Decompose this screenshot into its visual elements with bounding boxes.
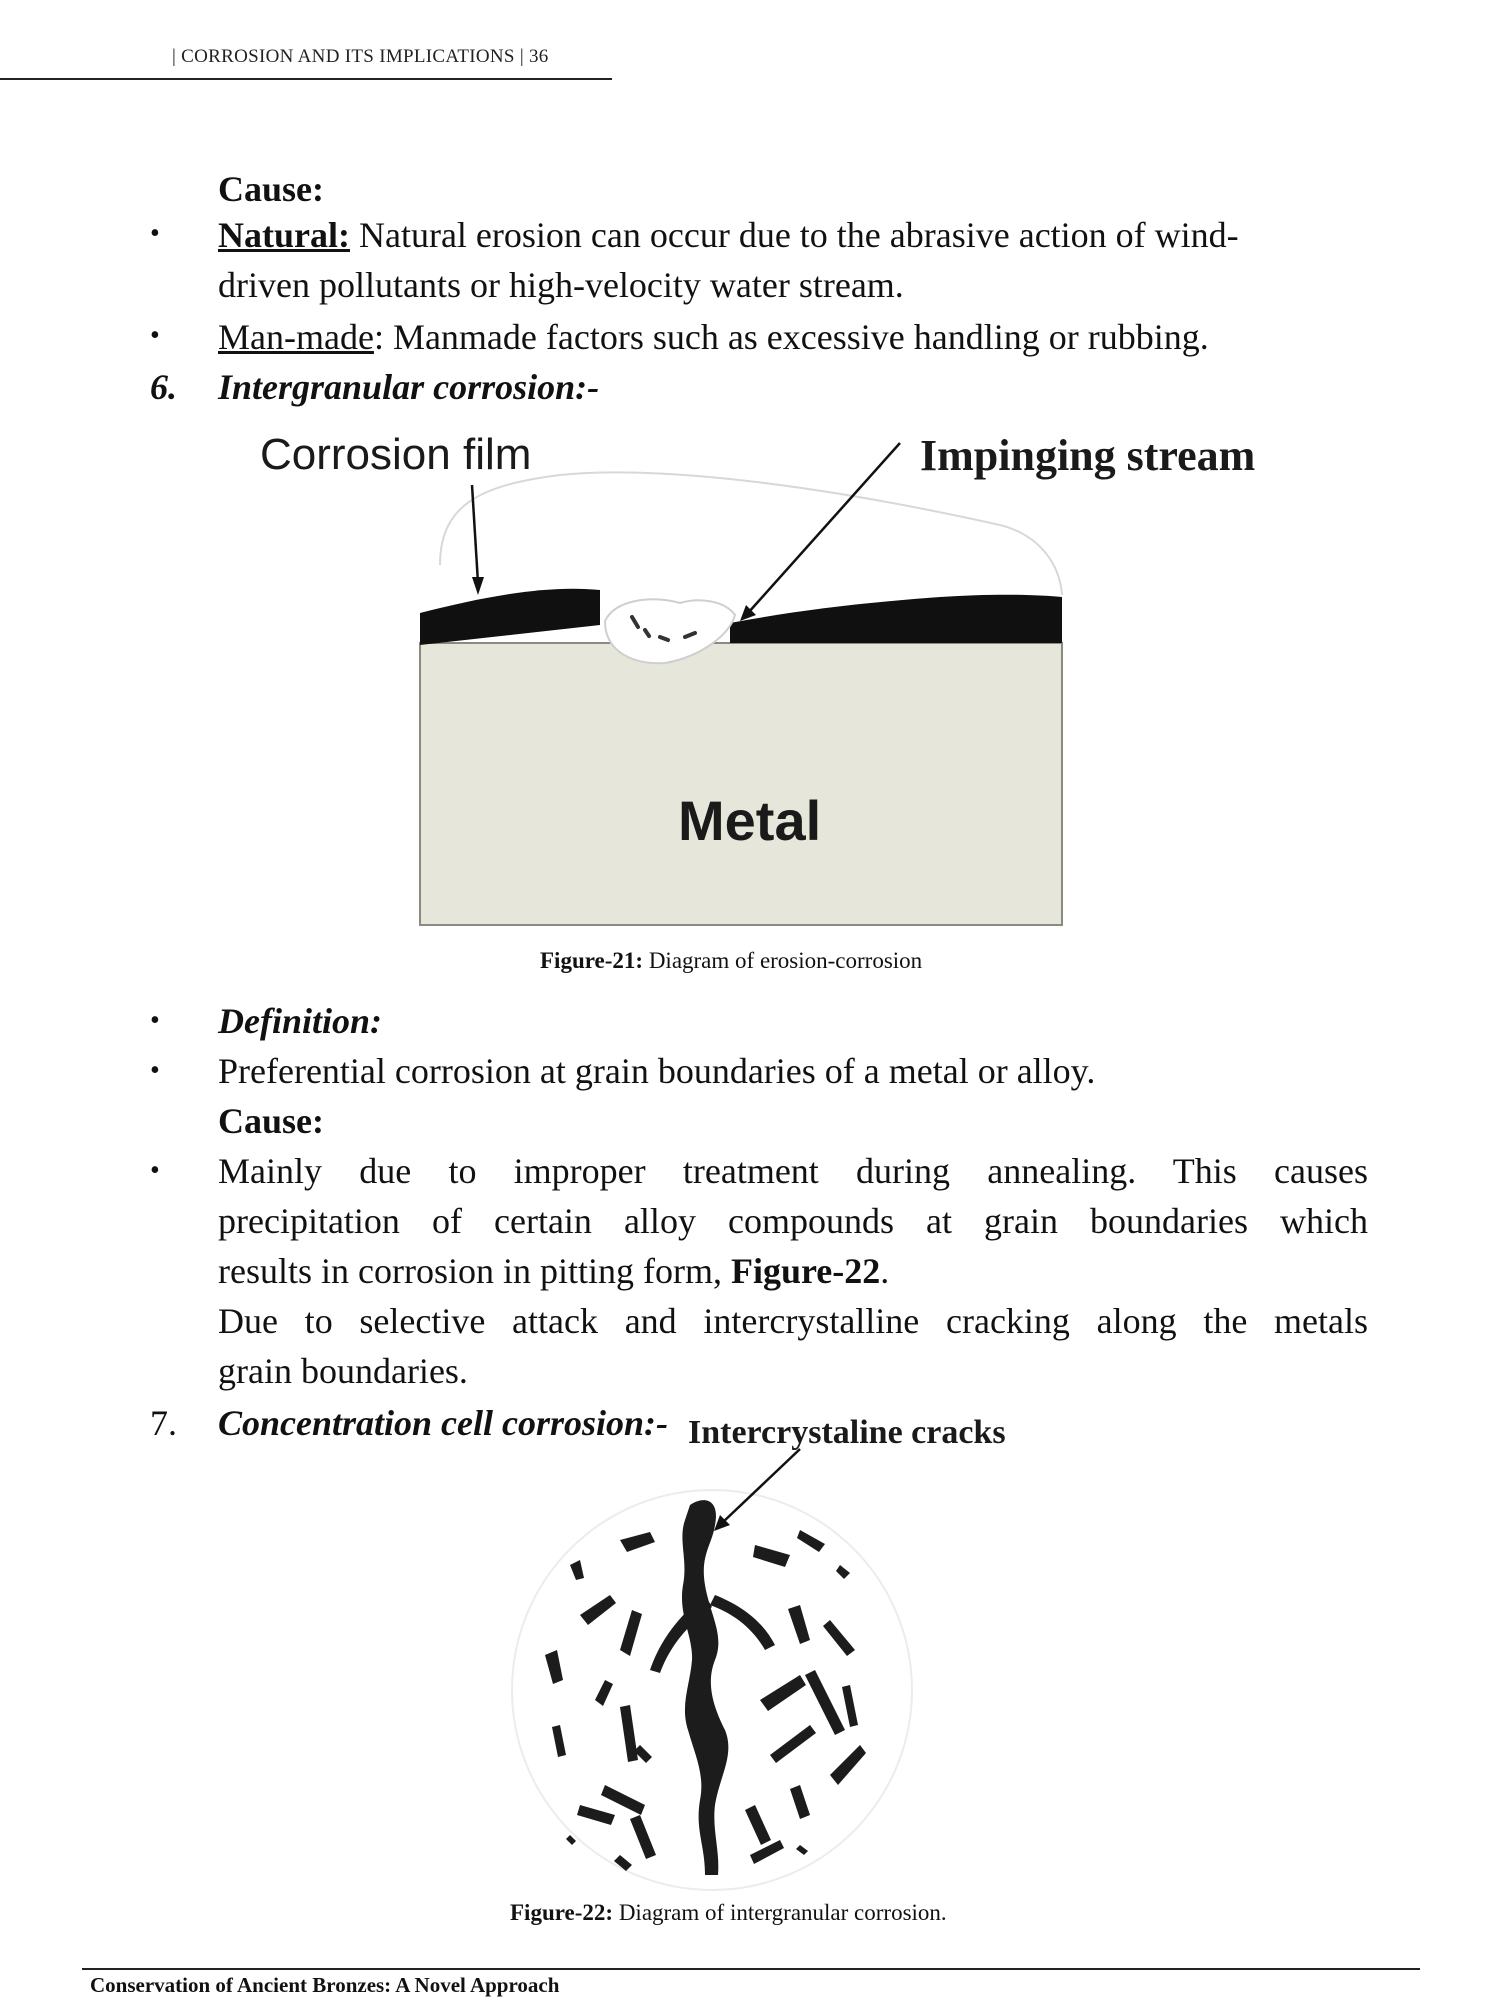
label-corrosion-film: Corrosion film xyxy=(260,430,532,479)
cause-para-line-2: precipitation of certain alloy compounds at grain boundaries which xyxy=(218,1201,1368,1241)
natural-line-1 xyxy=(218,210,1239,260)
figure-22-caption-text: Diagram of intergranular corrosion. xyxy=(613,1900,947,1925)
figure-22-reference: Figure-22 xyxy=(730,1251,881,1291)
figure-21-diagram xyxy=(400,425,1080,945)
cause-para2-line-2: grain boundaries. xyxy=(218,1351,468,1391)
bullet-definition-text: • xyxy=(150,1055,160,1086)
definition-heading: Definition: xyxy=(218,1001,383,1041)
header-rule xyxy=(0,78,612,80)
natural-text-1: Natural erosion can occur due to the abrasive action of wind- xyxy=(358,215,1239,255)
cause-heading-2: Cause: xyxy=(218,1101,324,1141)
label-impinging-stream: Impinging stream xyxy=(920,431,1256,480)
label-metal: Metal xyxy=(678,789,822,852)
cause-para-line-1: Mainly due to improper treatment during annealing. This causes xyxy=(218,1151,1368,1191)
item6-number: 6. xyxy=(150,367,177,407)
bullet-manmade: • xyxy=(150,320,160,351)
stream-outline xyxy=(440,472,1062,595)
corrosion-film-right xyxy=(730,595,1062,643)
natural-line-2: driven pollutants or high-velocity water stream. xyxy=(218,265,904,305)
bullet-cause-text: • xyxy=(150,1155,160,1186)
manmade-line xyxy=(218,312,1209,362)
figure-21-caption xyxy=(540,948,922,974)
definition-text: Preferential corrosion at grain boundaries of a metal or alloy. xyxy=(218,1051,1096,1091)
bullet-definition: • xyxy=(150,1005,160,1036)
figure-22-caption xyxy=(510,1900,947,1926)
label-intercrystaline-cracks: Intercrystaline cracks xyxy=(688,1414,1006,1451)
item6-title: Intergranular corrosion:- xyxy=(218,367,600,407)
running-head: | CORROSION AND ITS IMPLICATIONS | 36 xyxy=(172,46,549,67)
bullet-natural: • xyxy=(150,218,160,249)
manmade-text: : Manmade factors such as excessive handling or rubbing. xyxy=(373,317,1209,357)
natural-label: Natural: xyxy=(218,215,350,255)
cause-para2-line-1: Due to selective attack and intercrystalline cracking along the metals xyxy=(218,1301,1368,1341)
cause-heading-1: Cause: xyxy=(218,169,324,209)
figure-22-diagram xyxy=(500,1445,920,1895)
figure-22-caption-label: Figure-22: xyxy=(510,1900,614,1925)
figure-21-caption-label: Figure-21: xyxy=(540,948,644,973)
corrosion-film-left xyxy=(420,589,600,645)
cause-para-line-3-end: . xyxy=(880,1251,890,1291)
figure-21-caption-text: Diagram of erosion-corrosion xyxy=(643,948,923,973)
item7-number: 7. xyxy=(150,1403,177,1443)
cause-para-line-3-text: results in corrosion in pitting form, xyxy=(218,1251,731,1291)
footer-rule xyxy=(82,1968,1420,1970)
film-arrow-head xyxy=(472,577,484,595)
item7-title: Concentration cell corrosion:- xyxy=(218,1403,669,1443)
cause-para-line-3 xyxy=(218,1246,889,1296)
film-arrow-line xyxy=(472,485,478,583)
manmade-label: Man-made xyxy=(218,317,374,357)
footer-book-title: Conservation of Ancient Bronzes: A Novel Approach xyxy=(90,1973,560,1997)
metal-block xyxy=(420,643,1062,925)
stream-arrow-line xyxy=(748,443,900,613)
